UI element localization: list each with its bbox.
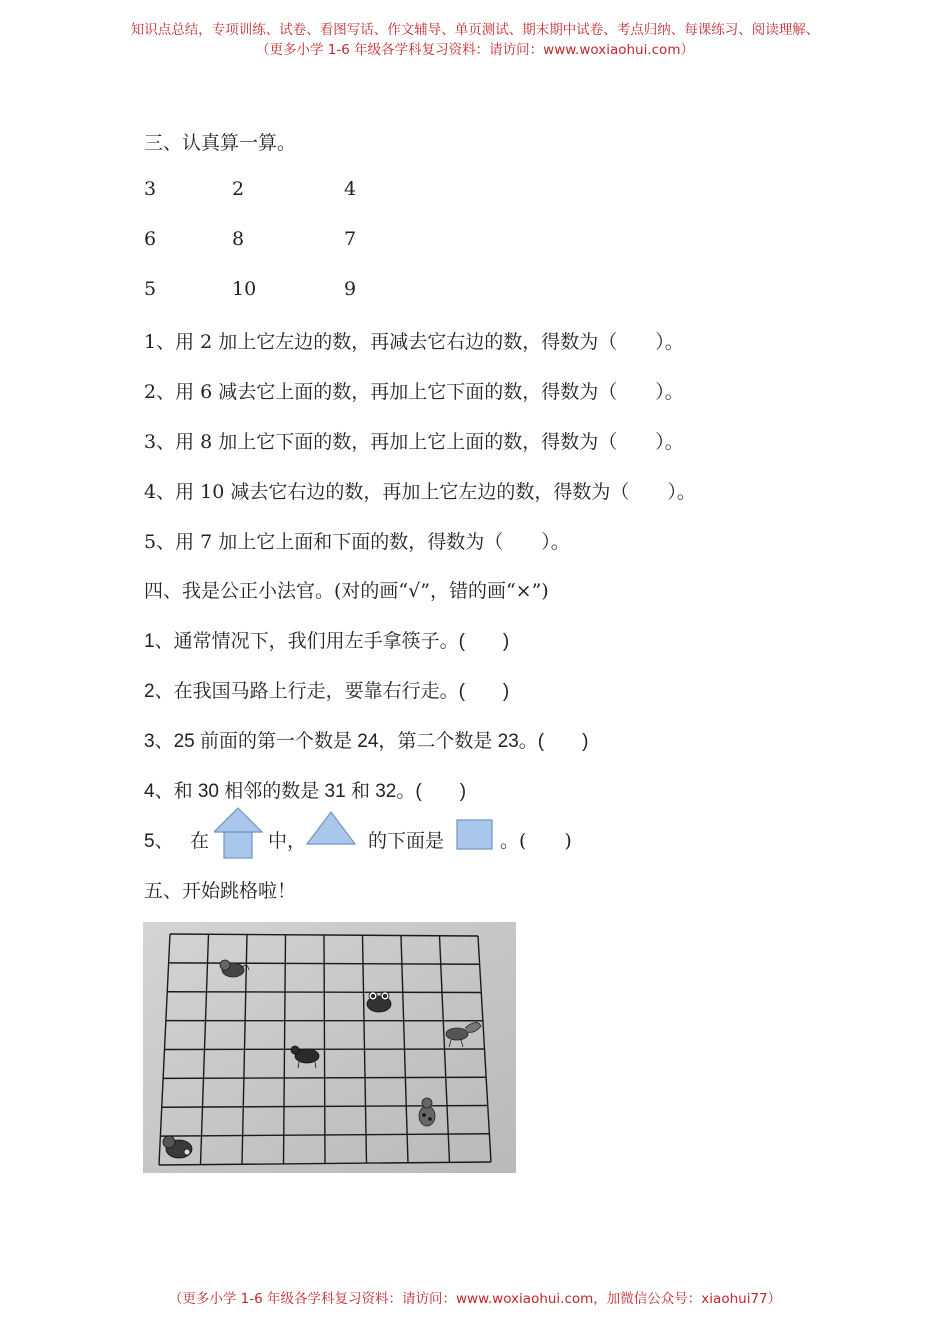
section-3-question-3: 3、用 8 加上它下面的数，再加上它上面的数，得数为（ ）。 (144, 431, 684, 453)
square-shape-icon (456, 819, 494, 851)
section-3-title: 三、认真算一算。 (144, 132, 297, 154)
section-5-title: 五、开始跳格啦！ (144, 880, 297, 902)
triangle-shape-icon (305, 810, 357, 846)
grid-horizontal-line (167, 992, 481, 993)
header-line-2: （更多小学 1-6 年级各学科复习资料：请访问：www.woxiaohui.com） (256, 42, 694, 58)
section-4-question-5-prefix: 5、 (144, 831, 174, 852)
section-4-title: 四、我是公正小法官。(对的画“√”，错的画“×”) (144, 580, 549, 602)
grid-cell-r3c1: 5 (144, 278, 157, 300)
house-shape-icon (214, 806, 264, 860)
grid-cell-r1c3: 4 (344, 178, 357, 200)
section-4-question-1: 1、通常情况下，我们用左手拿筷子。( ) (144, 631, 510, 652)
section-4-question-3: 3、25 前面的第一个数是 24，第二个数是 23。( ) (144, 731, 589, 752)
grid-horizontal-line (165, 1049, 485, 1050)
section-3-question-4: 4、用 10 减去它右边的数，再加上它左边的数，得数为（ ）。 (144, 481, 696, 503)
grid-cell-r1c1: 3 (144, 178, 157, 200)
grid-cell-r3c3: 9 (344, 278, 357, 300)
section-4-question-5-text-1: 在 (190, 830, 210, 852)
page-footer: （更多小学 1-6 年级各学科复习资料：请访问：www.woxiaohui.com，加微信公众号：xiaohui77） (168, 1291, 782, 1307)
grid-cell-r3c2: 10 (232, 278, 257, 300)
grid-cell-r2c1: 6 (144, 228, 157, 250)
grid-cell-r2c3: 7 (344, 228, 357, 250)
section-3-question-1: 1、用 2 加上它左边的数，再减去它右边的数，得数为（ ）。 (144, 331, 684, 353)
section-4-question-5-text-3: 的下面是 (368, 830, 445, 852)
section-4-question-5-text-4: 。( ) (500, 830, 572, 852)
section-3-question-2: 2、用 6 减去它上面的数，再加上它下面的数，得数为（ ）。 (144, 381, 684, 403)
section-4-question-4: 4、和 30 相邻的数是 31 和 32。( ) (144, 781, 467, 802)
hopscotch-grid-photo (143, 922, 516, 1173)
section-4-question-2: 2、在我国马路上行走，要靠右行走。( ) (144, 681, 510, 702)
page-header (0, 20, 950, 60)
grid-cell-r2c2: 8 (232, 228, 245, 250)
section-4-question-5-text-2: 中， (268, 830, 307, 852)
grid-cell-r1c2: 2 (232, 178, 245, 200)
section-3-question-5: 5、用 7 加上它上面和下面的数，得数为（ ）。 (144, 531, 570, 553)
header-line-1: 知识点总结，专项训练、试卷、看图写话、作文辅导、单页测试、期末期中试卷、考点归纳、每课练习、阅读理解、 (130, 22, 820, 38)
